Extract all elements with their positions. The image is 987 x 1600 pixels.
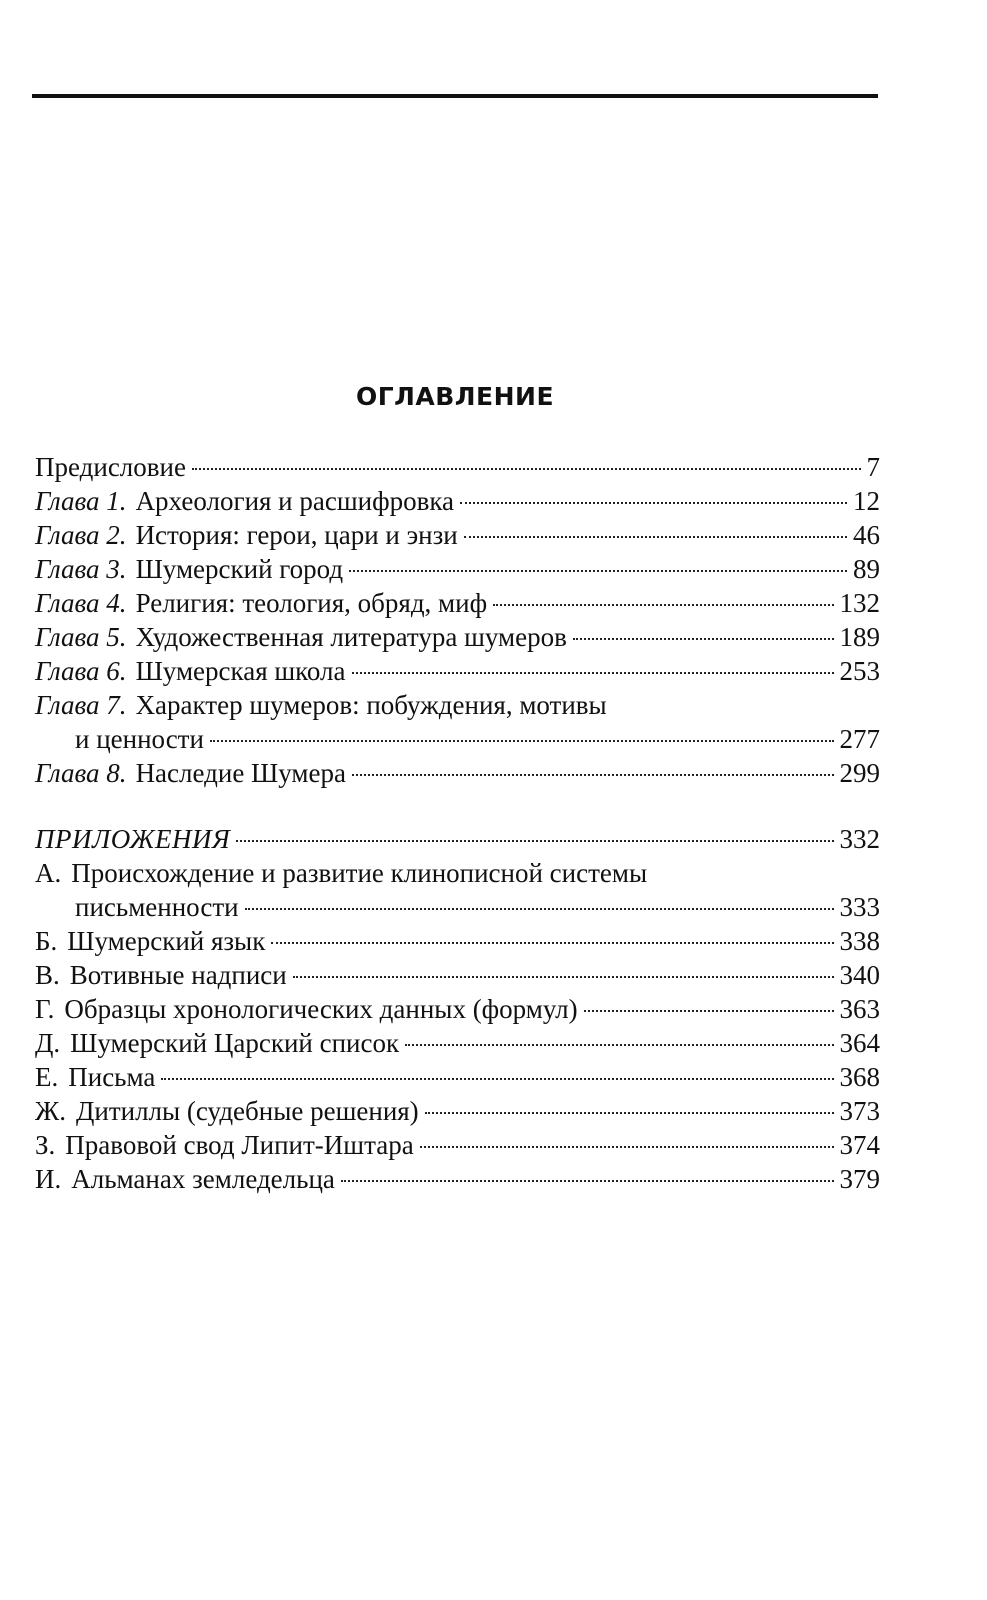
page-number: 12 xyxy=(853,486,880,516)
appendix-letter: Ж. xyxy=(35,1096,66,1126)
toc-entry-chapter-4[interactable] xyxy=(35,586,880,620)
entry-title: Образцы хронологических данных (формул) xyxy=(64,994,578,1024)
page-number: 332 xyxy=(839,824,880,854)
entry-title: Художественная литература шумеров xyxy=(135,622,567,652)
appendix-letter: Е. xyxy=(35,1062,59,1092)
dot-leader xyxy=(293,976,834,978)
page-number: 363 xyxy=(839,994,880,1024)
dot-leader xyxy=(425,1112,834,1114)
entry-title: Шумерская школа xyxy=(135,656,346,686)
chapter-label: Глава 3. xyxy=(35,554,127,584)
appendix-letter: Б. xyxy=(35,926,58,956)
page-number: 364 xyxy=(839,1028,880,1058)
dot-leader xyxy=(236,840,833,842)
dot-leader xyxy=(573,638,834,640)
toc-entry-chapter-5[interactable] xyxy=(35,620,880,654)
dot-leader xyxy=(349,570,847,572)
dot-leader xyxy=(352,774,834,776)
toc-appendix-a-continued[interactable] xyxy=(35,890,880,924)
page-number: 340 xyxy=(839,960,880,990)
dot-leader xyxy=(161,1078,833,1080)
toc-entry-chapter-2[interactable] xyxy=(35,518,880,552)
appendix-letter: А. xyxy=(35,858,62,888)
page-number: 132 xyxy=(839,588,880,618)
toc-appendix-e[interactable] xyxy=(35,1060,880,1094)
toc-appendix-v[interactable] xyxy=(35,958,880,992)
dot-leader xyxy=(352,672,834,674)
entry-title: Письма xyxy=(68,1062,156,1092)
toc-entry-chapter-7-continued[interactable] xyxy=(35,722,880,756)
page-number: 333 xyxy=(839,892,880,922)
page-number: 89 xyxy=(853,554,880,584)
entry-title-continued: и ценности xyxy=(75,724,204,754)
dot-leader xyxy=(420,1146,834,1148)
entry-title: Происхождение и развитие клинописной системы xyxy=(71,858,648,888)
page-number: 277 xyxy=(839,724,880,754)
dot-leader xyxy=(341,1180,834,1182)
entry-title: История: герои, цари и энзи xyxy=(135,520,458,550)
entry-title: Альманах земледельца xyxy=(71,1164,335,1194)
dot-leader xyxy=(210,740,834,742)
dot-leader xyxy=(271,942,833,944)
entry-title: Предисловие xyxy=(35,452,186,482)
toc-appendix-a[interactable] xyxy=(35,856,880,890)
page-number: 253 xyxy=(839,656,880,686)
toc-appendix-d[interactable] xyxy=(35,1026,880,1060)
page-number: 379 xyxy=(839,1164,880,1194)
toc-entry-appendices[interactable] xyxy=(35,822,880,856)
entry-title-continued: письменности xyxy=(75,892,239,922)
entry-title: Наследие Шумера xyxy=(135,758,346,788)
entry-title: Религия: теология, обряд, миф xyxy=(135,588,488,618)
chapter-label: Глава 2. xyxy=(35,520,127,550)
chapter-label: Глава 1. xyxy=(35,486,127,516)
dot-leader xyxy=(192,468,861,470)
entry-title: Шумерский Царский список xyxy=(70,1028,400,1058)
chapter-label: Глава 4. xyxy=(35,588,127,618)
dot-leader xyxy=(493,604,833,606)
table-of-contents xyxy=(35,450,880,1196)
toc-entry-chapter-6[interactable] xyxy=(35,654,880,688)
appendices-title: ПРИЛОЖЕНИЯ xyxy=(35,824,231,854)
page-number: 7 xyxy=(866,452,880,482)
appendix-letter: В. xyxy=(35,960,60,990)
dot-leader xyxy=(464,536,847,538)
appendix-letter: Д. xyxy=(35,1028,61,1058)
toc-appendix-g[interactable] xyxy=(35,992,880,1026)
toc-entry-chapter-3[interactable] xyxy=(35,552,880,586)
toc-appendix-i[interactable] xyxy=(35,1162,880,1196)
appendix-letter: И. xyxy=(35,1164,62,1194)
dot-leader xyxy=(245,908,834,910)
entry-title: Шумерский город xyxy=(135,554,344,584)
entry-title: Вотивные надписи xyxy=(69,960,287,990)
toc-heading: ОГЛАВЛЕНИЕ xyxy=(355,382,555,411)
toc-entry-preface[interactable] xyxy=(35,450,880,484)
chapter-label: Глава 7. xyxy=(35,690,127,720)
dot-leader xyxy=(584,1010,834,1012)
page-number: 46 xyxy=(853,520,880,550)
page-number: 189 xyxy=(839,622,880,652)
entry-title: Шумерский язык xyxy=(67,926,266,956)
appendix-letter: Г. xyxy=(35,994,55,1024)
top-rule xyxy=(32,94,878,98)
entry-title: Правовой свод Липит-Иштара xyxy=(65,1130,414,1160)
toc-entry-chapter-7[interactable] xyxy=(35,688,880,722)
toc-appendix-b[interactable] xyxy=(35,924,880,958)
toc-entry-chapter-1[interactable] xyxy=(35,484,880,518)
page-number: 299 xyxy=(839,758,880,788)
page-number: 374 xyxy=(839,1130,880,1160)
appendix-letter: З. xyxy=(35,1130,56,1160)
toc-appendix-z[interactable] xyxy=(35,1128,880,1162)
page-number: 373 xyxy=(839,1096,880,1126)
chapter-label: Глава 6. xyxy=(35,656,127,686)
page-number: 368 xyxy=(839,1062,880,1092)
entry-title: Дитиллы (судебные решения) xyxy=(75,1096,419,1126)
toc-entry-chapter-8[interactable] xyxy=(35,756,880,790)
chapter-label: Глава 5. xyxy=(35,622,127,652)
page-number: 338 xyxy=(839,926,880,956)
entry-title: Археология и расшифровка xyxy=(135,486,455,516)
entry-title: Характер шумеров: побуждения, мотивы xyxy=(135,690,607,720)
dot-leader xyxy=(460,502,847,504)
chapter-label: Глава 8. xyxy=(35,758,127,788)
toc-appendix-zh[interactable] xyxy=(35,1094,880,1128)
dot-leader xyxy=(405,1044,833,1046)
